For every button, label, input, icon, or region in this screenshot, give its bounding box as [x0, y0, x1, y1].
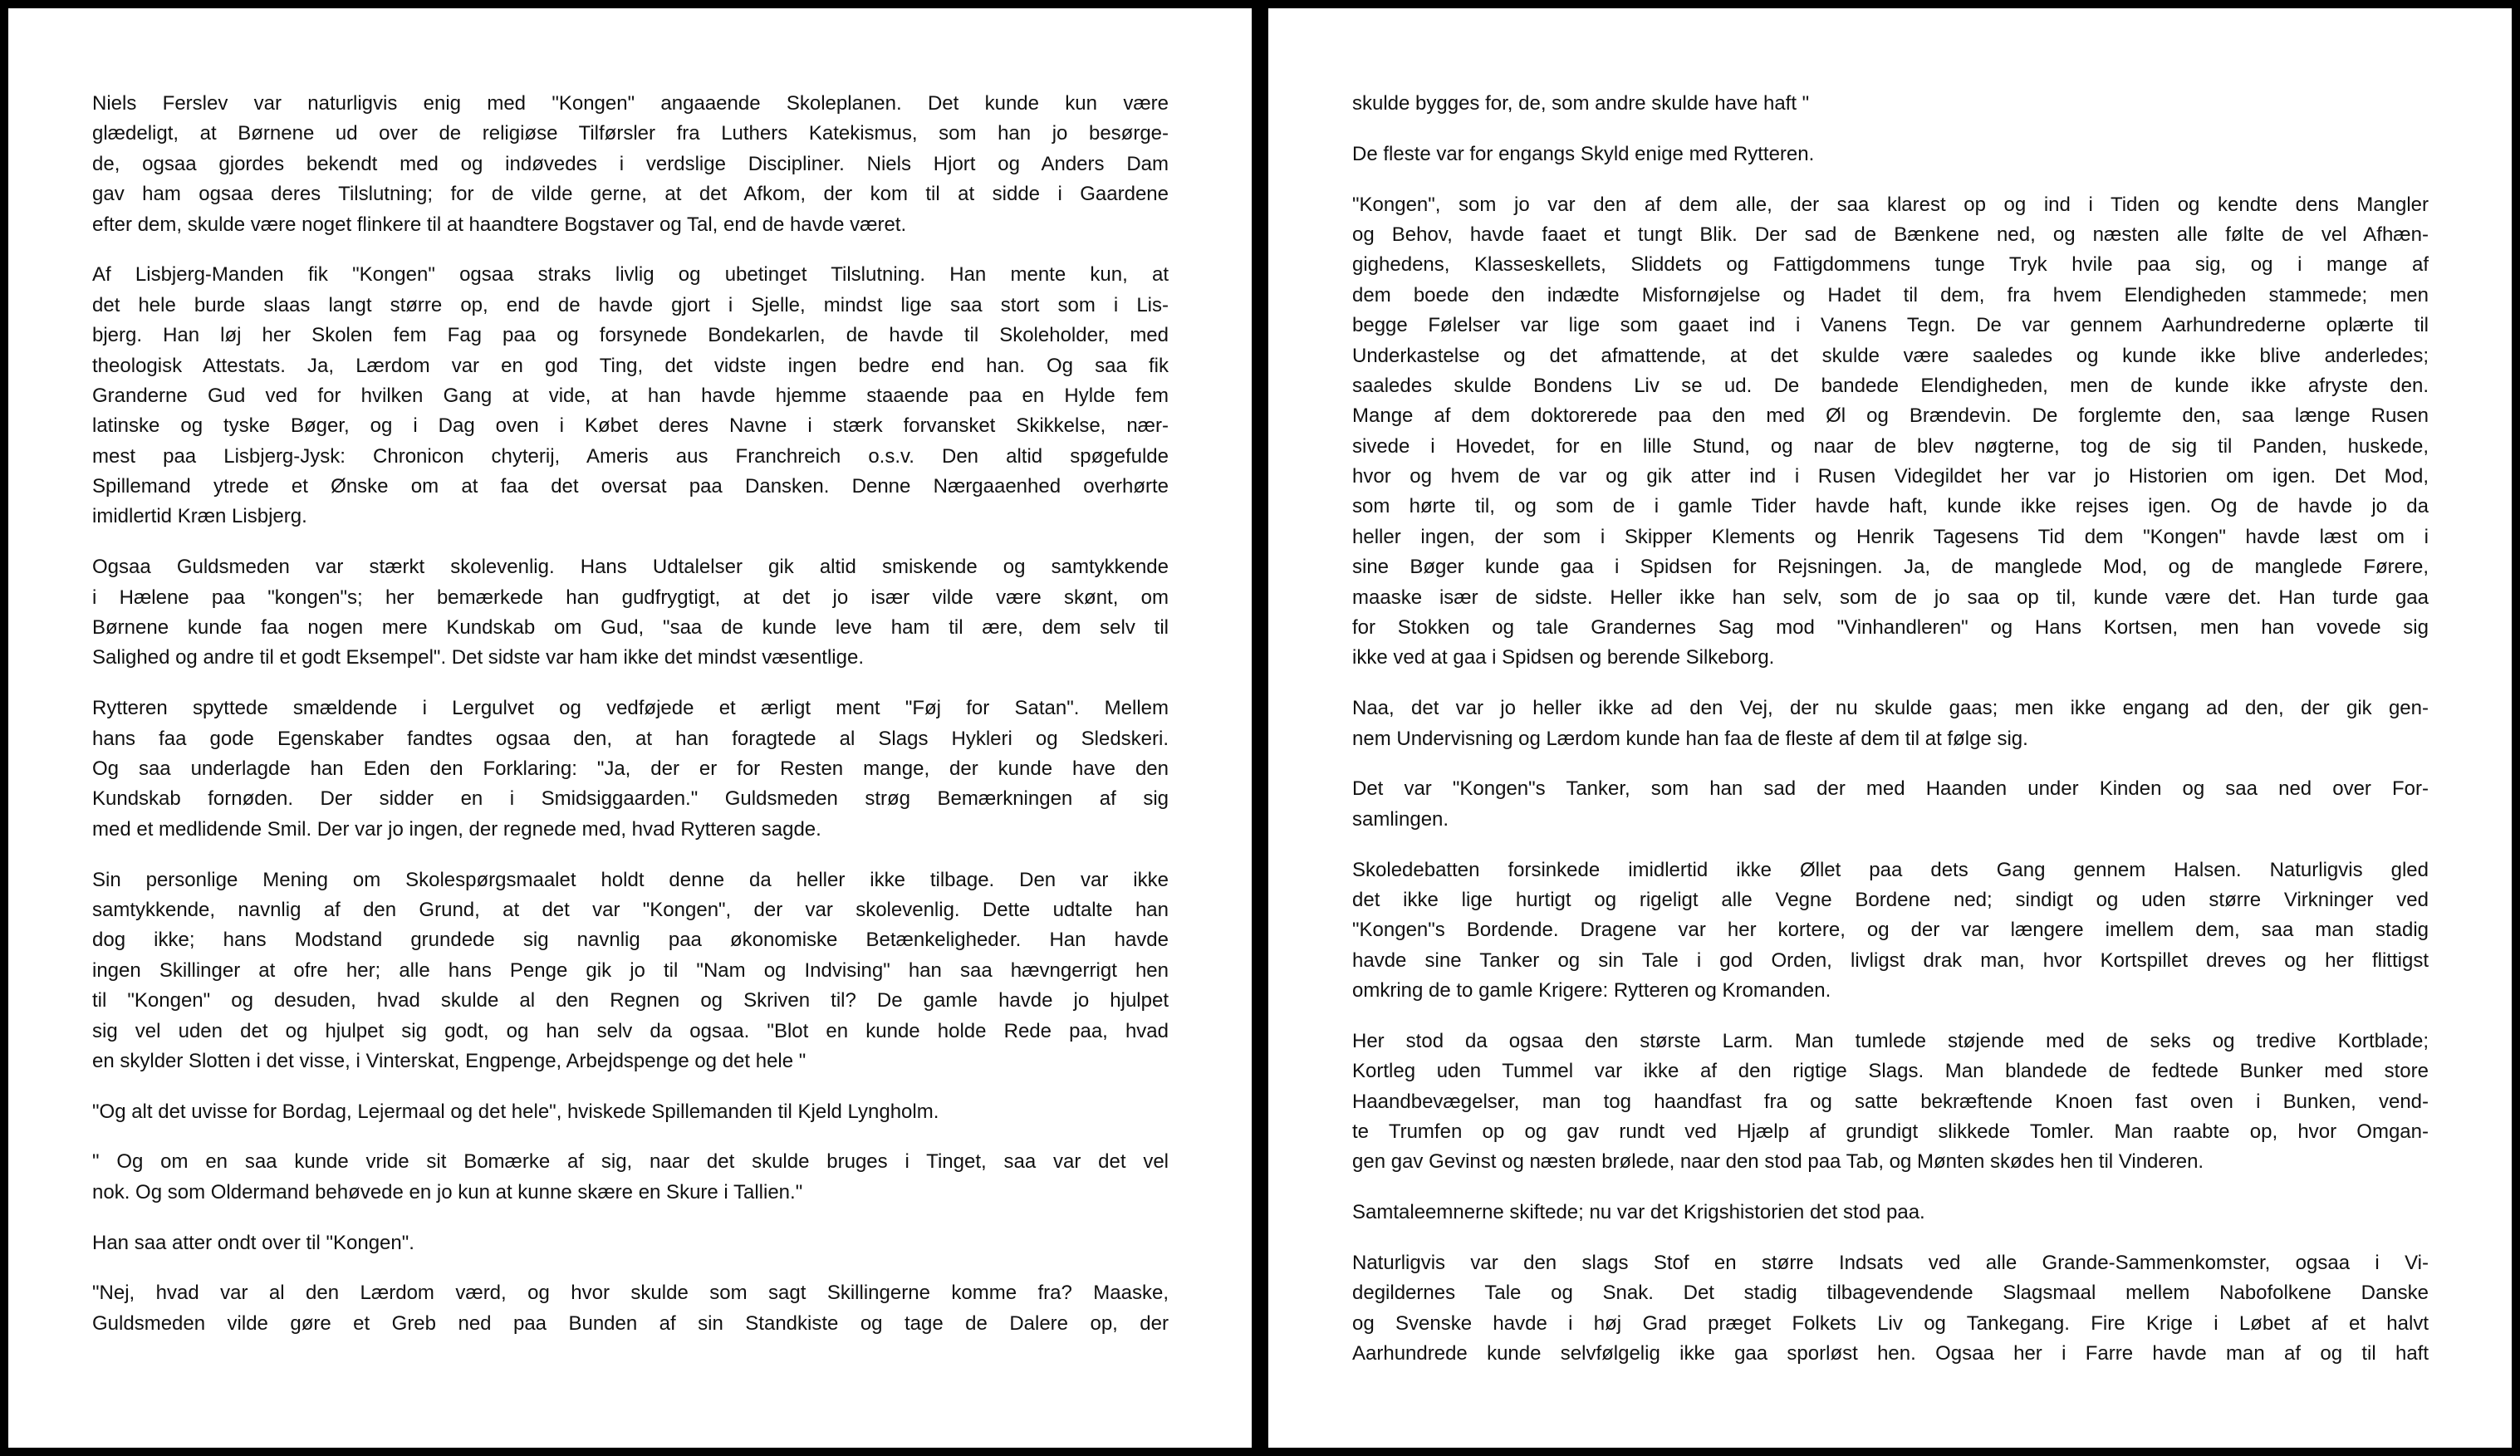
text-line: bjerg. Han løj her Skolen fem Fag paa og forsynede Bondekarlen, de havde til Skoleholder, med — [92, 324, 1169, 347]
text-line: Det var "Kongen"s Tanker, som han sad der med Haanden under Kinden og saa ned over For- — [1352, 777, 2429, 801]
text-line: Underkastelse og det afmattende, at det skulde være saaledes og kunde ikke blive anderledes; — [1352, 344, 2429, 367]
text-line: Af Lisbjerg-Manden fik "Kongen" ogsaa straks livlig og ubetinget Tilslutning. Han mente kun, at — [92, 263, 1169, 287]
text-line: i Hælene paa "kongen"s; her bemærkede han gudfrygtigt, at det jo især vilde være skønt, om — [92, 586, 1169, 609]
text-line: dem boede den indædte Misfornøjelse og Hadet til dem, fra hvem Elendigheden stammede; men — [1352, 283, 2429, 306]
text-line: glædeligt, at Børnene ud over de religiøse Tilførsler fra Luthers Katekismus, som han jo besørge- — [92, 122, 1169, 145]
text-line: De fleste var for engangs Skyld enige med Rytteren. — [1352, 142, 1815, 165]
paragraph — [92, 1278, 1169, 1339]
text-line: Niels Ferslev var naturligvis enig med "Kongen" angaaende Skoleplanen. Det kunde kun være — [92, 92, 1169, 115]
text-line: Og saa underlagde han Eden den Forklaring: "Ja, der er for Resten mange, der kunde have den — [92, 757, 1169, 780]
paragraph — [1352, 1198, 2429, 1228]
text-line: degildernes Tale og Snak. Det stadig tilbagevendende Slagsmaal mellem Nabofolkene Danske — [1352, 1282, 2429, 1305]
text-line: Skoledebatten forsinkede imidlertid ikke Øllet paa dets Gang gennem Halsen. Naturligvis gled — [1352, 858, 2429, 881]
text-line: ingen Skillinger at ofre her; alle hans Penge gik jo til "Nam og Indvising" han saa hævngerrigt hen — [92, 958, 1169, 982]
paragraph — [1352, 774, 2429, 835]
text-line: "Kongen", som jo var den af dem alle, der saa klarest op og ind i Tiden og kendte dens Mangler — [1352, 193, 2429, 216]
paragraph — [1352, 855, 2429, 1007]
page-right — [1268, 8, 2512, 1448]
paragraph — [92, 694, 1169, 845]
text-line: "Kongen"s Bordende. Dragene var her kortere, og der var længere imellem dem, saa man stadig — [1352, 919, 2429, 942]
text-line: efter dem, skulde være noget flinkere til at haandtere Bogstaver og Tal, end de havde været. — [92, 213, 907, 236]
paragraph — [92, 260, 1169, 532]
paragraph — [92, 1228, 1169, 1258]
text-line: Naa, det var jo heller ikke ad den Vej, der nu skulde gaas; men ikke engang ad den, der gik gen- — [1352, 697, 2429, 720]
text-line: sine Bøger kunde gaa i Spidsen for Rejsningen. Ja, de manglede Mod, og de manglede Førere, — [1352, 556, 2429, 579]
text-line: sivede i Hovedet, for en lille Stund, og naar de blev nøgterne, tog de sig til Panden, huskede, — [1352, 434, 2429, 458]
paragraph — [92, 1147, 1169, 1208]
paragraph — [92, 1097, 1169, 1127]
text-line: gen gav Gevinst og næsten brølede, naar den stod paa Tab, og Mønten skødes hen til Vinderen. — [1352, 1150, 2204, 1174]
page-left — [8, 8, 1252, 1448]
text-line: nem Undervisning og Lærdom kunde han faa de fleste af dem til at følge sig. — [1352, 727, 2028, 750]
paragraph — [1352, 1248, 2429, 1370]
paragraph — [92, 552, 1169, 674]
text-line: hans faa gode Egenskaber fandtes ogsaa den, at han foragtede al Slags Hykleri og Sledskeri. — [92, 727, 1169, 750]
text-line: Kundskab fornøden. Der sidder en i Smidsiggaarden." Guldsmeden strøg Bemærkningen af sig — [92, 787, 1169, 811]
text-line: og Behov, havde faaet et tungt Blik. Der sad de Bænkene ned, og næsten alle følte de vel Afhæn- — [1352, 223, 2429, 246]
text-line: Naturligvis var den slags Stof en større Indsats ved alle Grande-Sammenkomster, ogsaa i Vi- — [1352, 1252, 2429, 1275]
paragraph — [92, 865, 1169, 1077]
text-line: Salighed og andre til et godt Eksempel". Det sidste var ham ikke det mindst væsentlige. — [92, 646, 864, 669]
text-line: Guldsmeden vilde gøre et Greb ned paa Bunden af sin Standkiste og tage de Dalere op, der — [92, 1311, 1169, 1335]
text-line: ikke ved at gaa i Spidsen og berende Silkeborg. — [1352, 646, 1775, 669]
text-line: skulde bygges for, de, som andre skulde have haft " — [1352, 92, 1810, 115]
paragraph — [92, 89, 1169, 240]
text-line: Mange af dem doktorerede paa den med Øl og Brændevin. De forglemte den, saa længe Rusen — [1352, 404, 2429, 428]
text-line: sig vel uden det og hjulpet sig godt, og han selv da ogsaa. "Blot en kunde holde Rede paa, hvad — [92, 1019, 1169, 1042]
text-line: havde sine Tanker og sin Tale i god Orden, livligst drak man, hvor Kortspillet dreves og her flittigst — [1352, 949, 2429, 972]
text-line: mest paa Lisbjerg-Jysk: Chronicon chyterij, Ameris aus Franchreich o.s.v. Den altid spøgefulde — [92, 444, 1169, 468]
paragraph — [1352, 694, 2429, 754]
text-line: imidlertid Kræn Lisbjerg. — [92, 505, 307, 528]
text-line: gav ham ogsaa deres Tilslutning; for de vilde gerne, at det Afkom, der kom til at sidde i Gaardene — [92, 183, 1169, 206]
text-line: Sin personlige Mening om Skolespørgsmaalet holdt denne da heller ikke tilbage. Den var ikke — [92, 868, 1169, 891]
text-line: theologisk Attestats. Ja, Lærdom var en god Ting, det vidste ingen bedre end han. Og saa fik — [92, 354, 1169, 377]
text-line: Børnene kunde faa nogen mere Kundskab om Gud, "saa de kunde leve ham til ære, dem selv til — [92, 616, 1169, 640]
text-line: samtykkende, navnlig af den Grund, at det var "Kongen", der var skolevenlig. Dette udtalte han — [92, 898, 1169, 921]
text-line: Rytteren spyttede smældende i Lergulvet og vedføjede et ærligt ment "Føj for Satan". Mellem — [92, 697, 1169, 720]
paragraph — [1352, 190, 2429, 674]
text-line: samlingen. — [1352, 807, 1449, 831]
text-column-right — [1352, 89, 2429, 1370]
text-line: en skylder Slotten i det visse, i Vinterskat, Engpenge, Arbejdspenge og det hele " — [92, 1049, 806, 1072]
text-line: Aarhundrede kunde selvfølgelig ikke gaa sporløst hen. Ogsaa her i Farre havde man af og til haft — [1352, 1342, 2429, 1365]
text-line: te Trumfen op og gav rundt ved Hjælp af grundigt slikkede Tomler. Man raabte op, hvor Omgan- — [1352, 1120, 2429, 1144]
text-line: det hele burde slaas langt større op, end de havde gjort i Sjelle, mindst lige saa stort som i Lis- — [92, 293, 1169, 316]
text-line: Ogsaa Guldsmeden var stærkt skolevenlig. Hans Udtalelser gik altid smiskende og samtykkende — [92, 556, 1169, 579]
text-line: "Nej, hvad var al den Lærdom værd, og hvor skulde som sagt Skillingerne komme fra? Maaske, — [92, 1282, 1169, 1305]
text-line: for Stokken og tale Grandernes Sag mod "Vinhandleren" og Hans Kortsen, men han vovede sig — [1352, 616, 2429, 640]
paragraph — [1352, 89, 2429, 119]
text-line: nok. Og som Oldermand behøvede en jo kun at kunne skære en Skure i Tallien." — [92, 1180, 803, 1204]
text-line: latinske og tyske Bøger, og i Dag oven i Købet deres Navne i stærk forvansket Skikkelse, nær- — [92, 414, 1169, 438]
paragraph — [1352, 1027, 2429, 1178]
text-line: dog ikke; hans Modstand grundede sig navnlig paa økonomiske Betænkeligheder. Han havde — [92, 929, 1169, 952]
text-column-left — [92, 89, 1169, 1339]
text-line: til "Kongen" og desuden, hvad skulde al den Regnen og Skriven til? De gamle havde jo hjulpet — [92, 989, 1169, 1012]
text-line: Han saa atter ondt over til "Kongen". — [92, 1231, 414, 1254]
text-line: " Og om en saa kunde vride sit Bomærke af sig, naar det skulde bruges i Tinget, saa var det vel — [92, 1150, 1169, 1174]
text-line: Granderne Gud ved for hvilken Gang at vide, at han havde hjemme staaende paa en Hylde fem — [92, 384, 1169, 407]
text-line: Her stod da ogsaa den største Larm. Man tumlede støjende med de seks og tredive Kortblade; — [1352, 1029, 2429, 1052]
text-line: de, ogsaa gjordes bekendt med og indøvedes i verdslige Discipliner. Niels Hjort og Anders Dam — [92, 152, 1169, 175]
text-line: Kortleg uden Tummel var ikke af den rigtige Slags. Man blandede de fedtede Bunker med store — [1352, 1060, 2429, 1083]
text-line: heller ingen, der som i Skipper Klements og Henrik Tagesens Tid dem "Kongen" havde læst om i — [1352, 525, 2429, 548]
text-line: og Svenske havde i høj Grad præget Folkets Liv og Tankegang. Fire Krige i Løbet af et halvt — [1352, 1311, 2429, 1335]
text-line: Samtaleemnerne skiftede; nu var det Krigshistorien det stod paa. — [1352, 1201, 1925, 1224]
text-line: hvor og hvem de var og gik atter ind i Rusen Videgildet her var jo Historien om igen. Det Mod, — [1352, 465, 2429, 488]
text-line: Haandbevægelser, man tog haandfast fra og satte bekræftende Knoen fast oven i Bunken, vend- — [1352, 1090, 2429, 1113]
text-line: med et medlidende Smil. Der var jo ingen, der regnede med, hvad Rytteren sagde. — [92, 817, 821, 841]
text-line: omkring de to gamle Krigere: Rytteren og Kromanden. — [1352, 979, 1831, 1003]
text-line: gighedens, Klasseskellets, Sliddets og Fattigdommens tunge Tryk hvile paa sig, og i mange af — [1352, 253, 2429, 277]
text-line: som hørte til, og som de i gamle Tider havde haft, kunde ikke rejses igen. Og de havde jo da — [1352, 495, 2429, 518]
text-line: begge Følelser var lige som gaaet ind i Vanens Tegn. De var gennem Aarhundrederne oplærte til — [1352, 314, 2429, 337]
text-line: det ikke lige hurtigt og rigeligt alle Vegne Bordene ned; sindigt og uden større Virkninger ved — [1352, 888, 2429, 911]
paragraph — [1352, 140, 2429, 169]
text-line: saaledes skulde Bondens Liv se ud. De bandede Elendigheden, men de kunde ikke afryste den. — [1352, 374, 2429, 397]
text-line: "Og alt det uvisse for Bordag, Lejermaal og det hele", hviskede Spillemanden til Kjeld Lyngholm. — [92, 1100, 939, 1123]
text-line: Spillemand ytrede et Ønske om at faa det oversat paa Dansken. Denne Nærgaaenhed overhørte — [92, 475, 1169, 498]
text-line: maaske især de sidste. Heller ikke han selv, som de jo saa op til, kunde være det. Han turde gaa — [1352, 586, 2429, 609]
